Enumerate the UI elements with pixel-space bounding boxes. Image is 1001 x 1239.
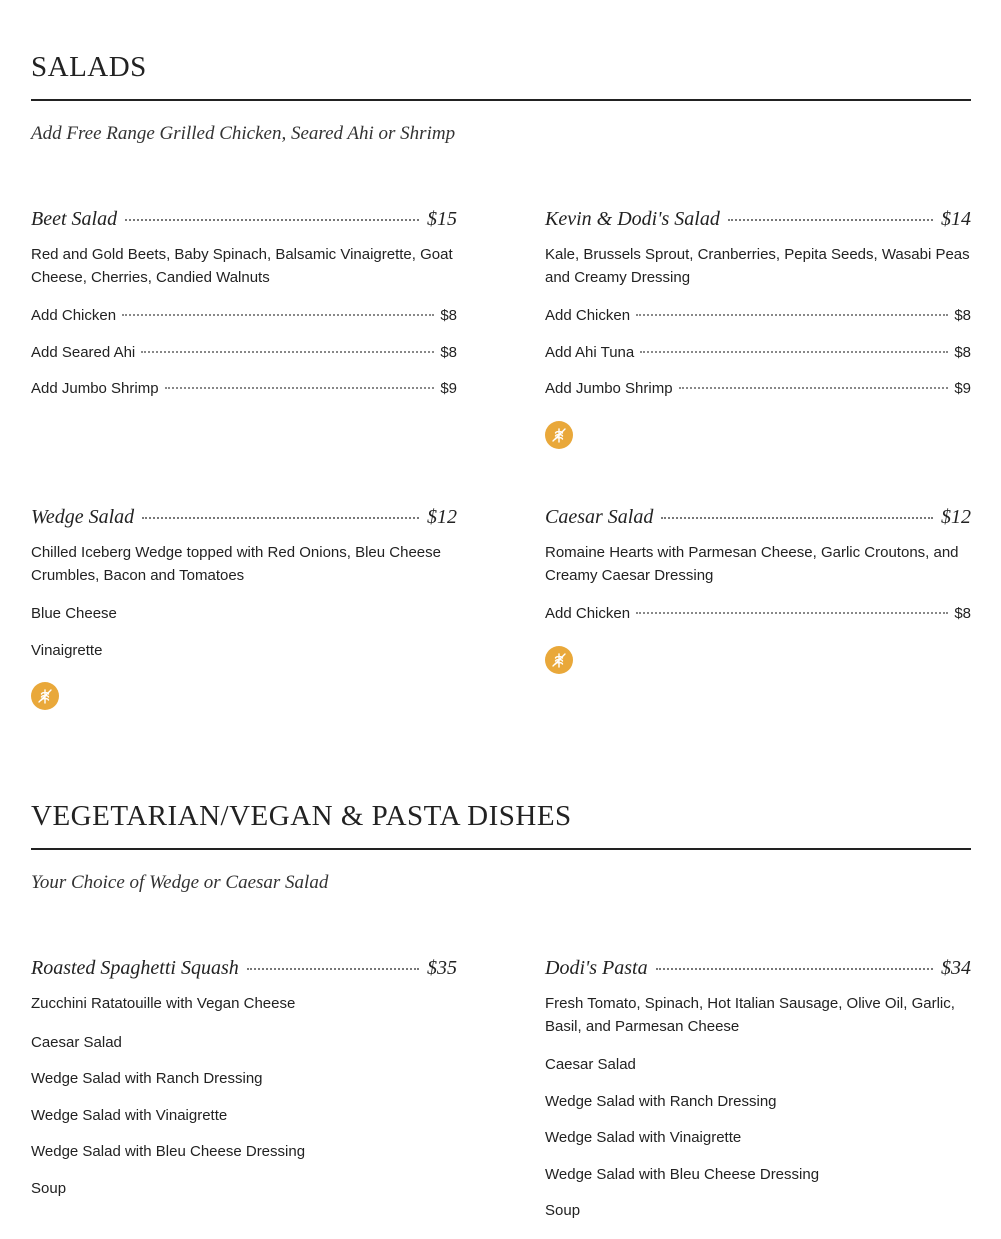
gluten-free-icon [31, 682, 59, 710]
item-price: $15 [427, 208, 457, 230]
item-description: Red and Gold Beets, Baby Spinach, Balsamic Vinaigrette, Goat Cheese, Cherries, Candied Walnuts [31, 246, 453, 286]
option-item: Vinaigrette [31, 641, 103, 659]
dot-leader [728, 218, 933, 221]
addon-row [31, 380, 457, 417]
section-title-salads: SALADS [31, 51, 147, 83]
option-item: Wedge Salad with Vinaigrette [545, 1129, 742, 1146]
addon-price: $8 [954, 605, 971, 622]
option-item: Wedge Salad with Bleu Cheese Dressing [545, 1165, 820, 1183]
item-name: Dodi's Pasta [545, 957, 648, 979]
addon-row [31, 307, 457, 344]
option-item: Caesar Salad [31, 1033, 122, 1051]
item-name: Wedge Salad [31, 506, 135, 528]
item-description: Chilled Iceberg Wedge topped with Red Onions, Bleu Cheese Crumbles, Bacon and Tomatoes [31, 544, 441, 584]
addon-label: Add Jumbo Shrimp [545, 380, 673, 397]
menu-item-beet-salad [31, 208, 457, 417]
section-divider [31, 848, 971, 850]
option-item: Wedge Salad with Ranch Dressing [545, 1092, 777, 1110]
addon-price: $9 [440, 380, 457, 397]
item-price: $12 [427, 506, 457, 528]
dot-leader [247, 967, 419, 970]
menu-item-caesar-salad [545, 506, 971, 674]
menu-item-kevin-dodis-salad [545, 208, 971, 449]
dot-leader [640, 350, 948, 353]
menu-item-dodis-pasta [545, 957, 971, 1239]
dot-leader [142, 516, 419, 519]
addon-price: $8 [954, 343, 971, 361]
option-item: Wedge Salad with Ranch Dressing [31, 1070, 263, 1087]
dot-leader [141, 350, 434, 353]
dot-leader [656, 967, 933, 970]
addon-row [545, 380, 971, 417]
addon-row [545, 344, 971, 381]
option-item: Soup [545, 1202, 581, 1219]
addon-price: $8 [954, 307, 971, 324]
addon-label: Add Chicken [545, 307, 631, 324]
menu-item-wedge-salad [31, 506, 457, 710]
option-item: Wedge Salad with Vinaigrette [31, 1106, 228, 1124]
dot-leader [165, 386, 435, 389]
dot-leader [122, 313, 434, 316]
addon-label: Add Chicken [545, 605, 631, 622]
dot-leader [636, 313, 948, 316]
gluten-free-icon [545, 421, 573, 449]
section-title-vegetarian-pasta: VEGETARIAN/VEGAN & PASTA DISHES [31, 800, 572, 832]
item-name: Caesar Salad [545, 506, 654, 528]
option-item: Wedge Salad with Bleu Cheese Dressing [31, 1143, 306, 1160]
item-description: Zucchini Ratatouille with Vegan Cheese [31, 995, 296, 1012]
section-subtitle-salads: Add Free Range Grilled Chicken, Seared Ahi or Shrimp [31, 123, 456, 144]
dot-leader [679, 386, 949, 389]
item-price: $12 [941, 506, 971, 528]
option-item: Blue Cheese [31, 605, 117, 622]
item-description: Romaine Hearts with Parmesan Cheese, Garlic Croutons, and Creamy Caesar Dressing [545, 544, 959, 584]
addon-row [545, 605, 971, 642]
addon-label: Add Ahi Tuna [545, 343, 635, 361]
dot-leader [661, 516, 933, 519]
section-subtitle-vegetarian-pasta: Your Choice of Wedge or Caesar Salad [31, 872, 329, 893]
item-name: Beet Salad [31, 208, 118, 230]
addon-price: $9 [954, 380, 971, 397]
dot-leader [636, 611, 948, 614]
addon-label: Add Jumbo Shrimp [31, 380, 159, 397]
addon-price: $8 [440, 307, 457, 324]
item-price: $34 [941, 957, 971, 979]
item-description: Kale, Brussels Sprout, Cranberries, Pepita Seeds, Wasabi Peas and Creamy Dressing [545, 246, 970, 286]
option-item: Caesar Salad [545, 1056, 636, 1073]
item-description: Fresh Tomato, Spinach, Hot Italian Sausage, Olive Oil, Garlic, Basil, and Parmesan Cheese [545, 995, 955, 1035]
addon-row [31, 344, 457, 381]
section-divider [31, 99, 971, 101]
item-price: $14 [941, 208, 971, 230]
item-name: Kevin & Dodi's Salad [545, 208, 720, 230]
menu-item-roasted-spaghetti-squash [31, 957, 457, 1216]
item-price: $35 [427, 957, 457, 979]
dot-leader [125, 218, 419, 221]
addon-price: $8 [440, 343, 457, 361]
addon-row [545, 307, 971, 344]
item-name: Roasted Spaghetti Squash [31, 957, 239, 979]
addon-label: Add Chicken [31, 307, 117, 324]
addon-label: Add Seared Ahi [31, 343, 136, 361]
option-item: Soup [31, 1179, 67, 1197]
gluten-free-icon [545, 646, 573, 674]
